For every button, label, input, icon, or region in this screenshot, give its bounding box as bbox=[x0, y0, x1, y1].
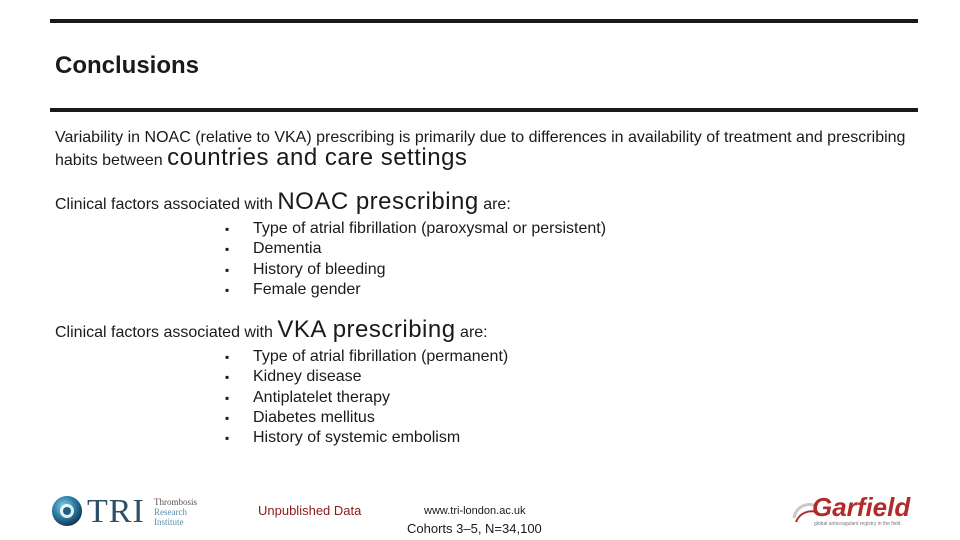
noac-tail: are: bbox=[483, 196, 511, 213]
vka-factor-list bbox=[225, 347, 508, 448]
list-item: ▪ Diabetes mellitus bbox=[225, 408, 508, 428]
variability-paragraph bbox=[55, 128, 915, 171]
list-item: ▪ Kidney disease bbox=[225, 367, 508, 387]
noac-emphasis: NOAC prescribing bbox=[277, 188, 479, 215]
vka-emphasis: VKA prescribing bbox=[277, 316, 456, 343]
bullet-icon: ▪ bbox=[225, 410, 230, 425]
title-divider bbox=[50, 108, 918, 112]
bullet-icon: ▪ bbox=[225, 282, 230, 297]
variability-emphasis: countries and care settings bbox=[167, 144, 468, 171]
tri-logo-word: TRI bbox=[87, 493, 145, 530]
bullet-icon: ▪ bbox=[225, 222, 230, 236]
bullet-icon: ▪ bbox=[225, 370, 230, 385]
list-item: ▪ History of systemic embolism bbox=[225, 428, 508, 448]
noac-factors-heading bbox=[55, 188, 915, 215]
garfield-logo bbox=[790, 494, 920, 530]
list-item: ▪ Type of atrial fibrillation (paroxysmal or persistent) bbox=[225, 219, 606, 239]
garfield-logo-tagline: global anticoagulant registry in the field bbox=[814, 521, 901, 527]
bullet-icon: ▪ bbox=[225, 242, 230, 257]
list-item: ▪ Type of atrial fibrillation (permanent) bbox=[225, 347, 508, 367]
variability-text: Variability in NOAC (relative to VKA) prescribing is primarily due to differences in availability of treatment and prescribing habits between bbox=[55, 129, 906, 169]
noac-lead: Clinical factors associated with bbox=[55, 196, 273, 213]
bullet-icon: ▪ bbox=[225, 390, 230, 405]
bullet-icon: ▪ bbox=[225, 431, 230, 446]
vka-lead: Clinical factors associated with bbox=[55, 324, 273, 341]
cohorts-note: Cohorts 3–5, N=34,100 bbox=[407, 521, 542, 536]
top-divider bbox=[50, 19, 918, 23]
list-item: ▪ History of bleeding bbox=[225, 260, 606, 280]
tri-logo bbox=[50, 494, 210, 530]
garfield-logo-word: Garfield bbox=[812, 492, 911, 522]
vka-factors-heading bbox=[55, 316, 915, 343]
tri-globe-icon bbox=[50, 494, 84, 528]
list-item: ▪ Antiplatelet therapy bbox=[225, 388, 508, 408]
vka-tail: are: bbox=[460, 324, 488, 341]
unpublished-label: Unpublished Data bbox=[258, 503, 362, 518]
slide-title: Conclusions bbox=[55, 52, 200, 79]
list-item: ▪ Female gender bbox=[225, 280, 606, 300]
list-item: ▪ Dementia bbox=[225, 239, 606, 259]
noac-factor-list bbox=[225, 219, 606, 300]
bullet-icon: ▪ bbox=[225, 350, 230, 364]
tri-logo-subtitle: Thrombosis Research Institute bbox=[154, 497, 198, 527]
website-link[interactable]: www.tri-london.ac.uk bbox=[424, 505, 526, 517]
bullet-icon: ▪ bbox=[225, 262, 230, 277]
